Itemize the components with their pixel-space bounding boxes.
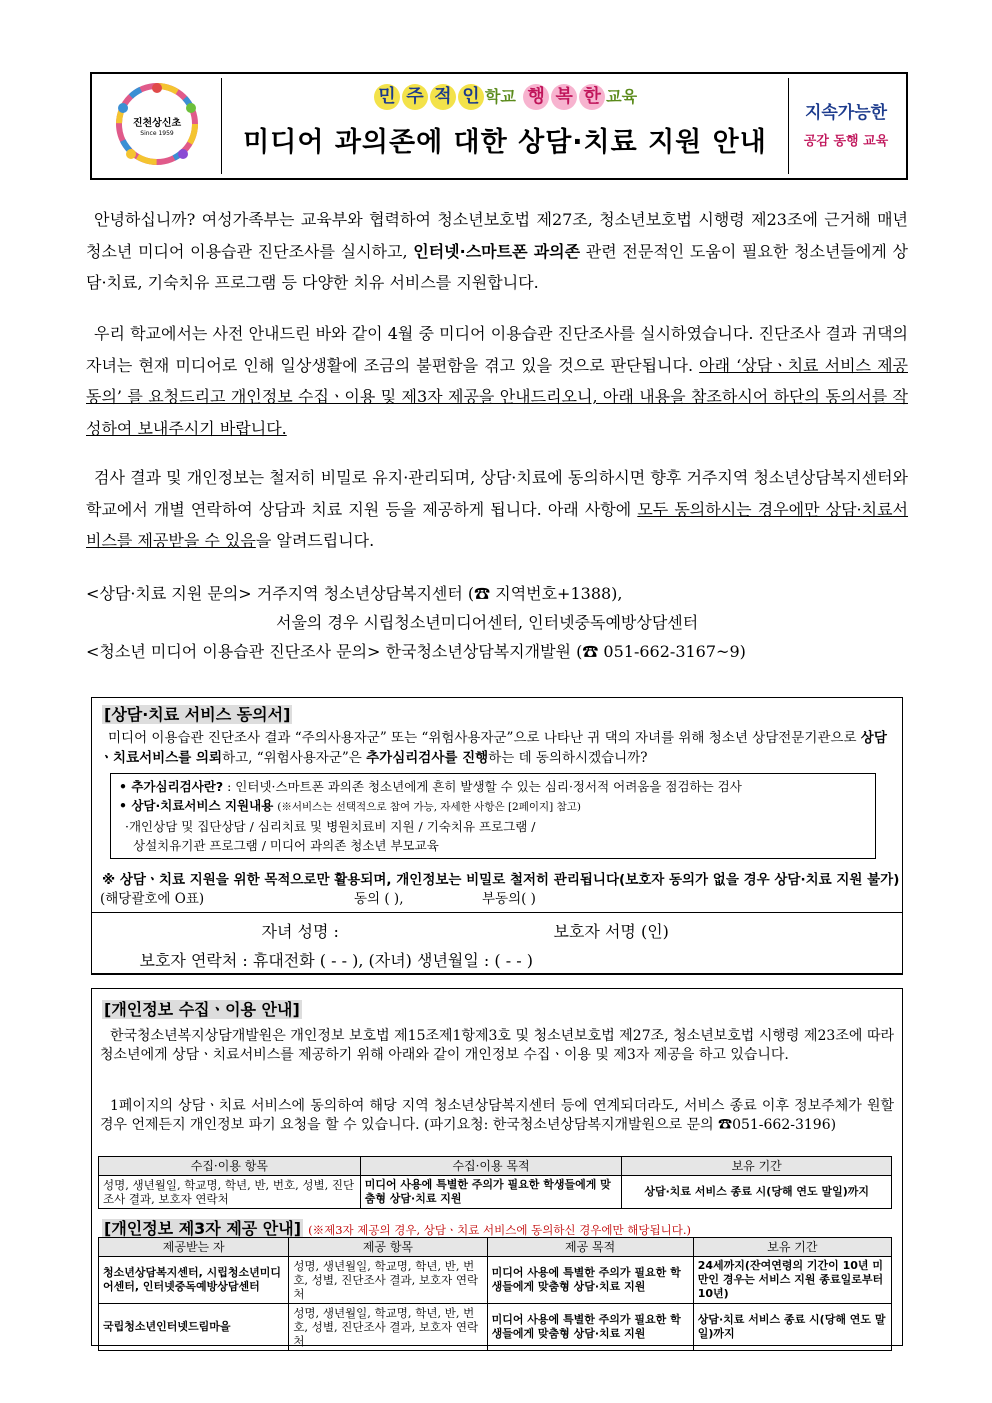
slogan: [222, 84, 788, 110]
table-header: 제공받는 자: [99, 1238, 289, 1257]
intro-paragraph-1: [86, 204, 908, 299]
consent-bold: 추가심리검사를 진행: [366, 750, 489, 766]
slogan-char: 행: [523, 84, 549, 110]
table-cell: 미디어 사용에 특별한 주의가 필요한 학생들에게 맞춤형 상담·치료 지원: [487, 1257, 693, 1304]
slogan-char: 복: [551, 84, 577, 110]
intro-text: 우리 학교에서는 사전 안내드린 바와 같이 4월 중 미디어 이용습관 진단조사를 실시하였습니다. 진단조사 결과 귀댁의 자녀는 현재 미디어로 인해 일상생활에 조금의 불편함을 겪고 있을 것으로 판단됩니다.: [86, 324, 908, 375]
third-party-heading: [102, 1216, 691, 1239]
student-name-field[interactable]: 자녀 성명 :: [261, 922, 339, 941]
table-header: 보유 기간: [693, 1238, 891, 1257]
intro-text: 을 알려드립니다.: [255, 531, 375, 550]
right-logo-line2: 공감 동행 교육: [803, 134, 889, 149]
page-title: 미디어 과의존에 대한 상담·치료 지원 안내: [243, 127, 767, 158]
document-header: [90, 72, 908, 180]
slogan-char: 민: [374, 84, 400, 110]
third-party-note: (※제3자 제공의 경우, 상담ㆍ치료 서비스에 동의하신 경우에만 해당됩니다.): [308, 1223, 691, 1237]
intro-bold: 인터넷·스마트폰 과의존: [413, 241, 581, 261]
school-seal-name: 진천상신초: [132, 118, 182, 129]
table-cell: 국립청소년인터넷드림마을: [99, 1304, 289, 1351]
disagree-option[interactable]: 부동의( ): [482, 891, 536, 907]
intro-text: 관련 전문적인 도움이 필요한 청소년들에게 상담·치료, 기숙치유 프로그램 등 다양한 치유 서비스를 지원합니다.: [86, 241, 908, 292]
consent-text: 미디어 이용습관 진단조사 결과 “주의사용자군” 또는 “위험사용자군”으로 나타난 귀 댁의 자녀를 위해 청소년 상담전문기관으로: [108, 730, 857, 746]
contact-line-1: <상담·치료 지원 문의> 거주지역 청소년상담복지센터 (☎ 지역번호+1388),: [86, 584, 623, 603]
table-cell: 상담·치료 서비스 종료 시(당해 연도 말일)까지: [622, 1176, 892, 1209]
privacy-text-2: 1페이지의 상담ㆍ치료 서비스에 동의하여 해당 지역 청소년상담복지센터 등에 연계되더라도, 서비스 종료 이후 정보주체가 원할 경우 언제든지 개인정보 파기 요청을 할 수 있습니다. (파기요청: 한국청소년상담복지개발원으로 문의 ☎051-662-3196): [100, 1098, 894, 1133]
consent-bold: 상담ㆍ치료서비스를 의뢰: [100, 730, 887, 766]
slogan-char: 인: [458, 84, 484, 110]
intro-text: 안녕하십니까? 여성가족부는 교육부와 협력하여 청소년보호법 제27조, 청소년보호법 시행령 제23조에 근거해 매년 청소년 미디어 이용습관 진단조사를 실시하고,: [86, 210, 908, 261]
table-cell: 성명, 생년월일, 학교명, 학년, 반, 번호, 성별, 진단조사 결과, 보호자 연락처: [289, 1257, 487, 1304]
consent-question: [100, 728, 896, 768]
bullet-text: ·개인상담 및 집단상담 / 심리치료 및 병원치료비 지원 / 기숙치유 프로그램 /: [125, 819, 536, 834]
intro-paragraph-3: [86, 462, 908, 557]
contact-line-3: <청소년 미디어 이용습관 진단조사 문의> 한국청소년상담복지개발원 (☎ 051-662-3167~9): [86, 642, 746, 661]
table-header: 보유 기간: [622, 1157, 892, 1176]
third-party-heading-text: [개인정보 제3자 제공 안내]: [104, 1219, 302, 1238]
guardian-contact-field[interactable]: 보호자 연락처 : 휴대전화 ( - - ), (자녀) 생년월일 : ( - - ): [139, 951, 533, 970]
table-cell: 24세까지(잔여연령의 기간이 10년 미만인 경우는 서비스 지원 종료일로부터 10년): [693, 1257, 891, 1304]
slogan-end: 교육: [606, 87, 638, 106]
right-logo: [788, 78, 906, 174]
right-logo-line1: 지속가능한: [804, 103, 888, 123]
table-cell: 성명, 생년월일, 학교명, 학년, 반, 번호, 성별, 진단조사 결과, 보호자 연락처: [289, 1304, 487, 1351]
intro-paragraph-2: [86, 318, 908, 444]
consent-details: [110, 773, 876, 859]
consent-notice: ※ 상담ㆍ치료 지원을 위한 목적으로만 활용되며, 개인정보는 비밀로 철저히 관리됩니다(보호자 동의가 없을 경우 상담·치료 지원 불가): [102, 872, 900, 888]
consent-heading: [102, 702, 292, 725]
collection-table: [98, 1156, 892, 1209]
guardian-signature-field[interactable]: 보호자 서명 (인): [553, 922, 669, 941]
consent-form: [91, 697, 903, 975]
table-header: 제공 목적: [487, 1238, 693, 1257]
bullet-text: : 인터넷·스마트폰 과의존 청소년에게 흔히 발생할 수 있는 심리·정서적 어려움을 점검하는 검사: [227, 779, 742, 794]
title-area: [222, 74, 788, 178]
consent-text: 하는 데 동의하시겠습니까?: [488, 750, 648, 766]
table-header-row: [99, 1157, 892, 1176]
bullet-title: • 추가심리검사란?: [119, 779, 224, 794]
privacy-heading-text: [개인정보 수집ㆍ이용 안내]: [104, 1000, 300, 1019]
third-party-table: [98, 1237, 892, 1351]
table-cell: 청소년상담복지센터, 시립청소년미디어센터, 인터넷중독예방상담센터: [99, 1257, 289, 1304]
intro-text: 검사 결과 및 개인정보는 철저히 비밀로 유지·관리되며, 상담·치료에 동의하시면 향후 거주지역 청소년상담복지센터와 학교에서 개별 연락하여 상담과 치료 지원 등을 제공하게 됩니다. 아래 사항에: [86, 468, 908, 519]
privacy-text-1: 한국청소년복지상담개발원은 개인정보 보호법 제15조제1항제3호 및 청소년보호법 제27조, 청소년보호법 시행령 제23조에 따라 청소년에게 상담ㆍ치료서비스를 제공하기 위해 아래와 같이 개인정보 수집ㆍ이용 및 제3자 제공을 하고 있습니다.: [100, 1028, 894, 1063]
bullet-text: (※서비스는 선택적으로 참여 가능, 자세한 사항은 [2페이지] 참고): [277, 801, 581, 813]
table-row: [99, 1257, 892, 1304]
mark-instruction: (해당괄호에 O표): [100, 891, 205, 907]
consent-text: 하고, “위험사용자군”은: [222, 750, 362, 766]
slogan-char: 한: [579, 84, 605, 110]
intro-underlined: 아래 ‘상담ㆍ치료 서비스 제공 동의’ 를 요청드리고 개인정보 수집ㆍ이용 및 제3자 제공을 안내드리오니, 아래 내용을 참조하시어 하단의 동의서를 작성하여 보내주시기 바랍니다.: [86, 355, 908, 438]
table-cell: 상담·치료 서비스 종료 시(당해 연도 말일)까지: [693, 1304, 891, 1351]
slogan-mid: 학교: [484, 87, 516, 106]
slogan-char: 적: [430, 84, 456, 110]
contact-line-2: 서울의 경우 시립청소년미디어센터, 인터넷중독예방상담센터: [276, 613, 699, 632]
table-row: [99, 1176, 892, 1209]
table-cell: 미디어 사용에 특별한 주의가 필요한 학생들에게 맞춤형 상담·치료 지원: [487, 1304, 693, 1351]
privacy-heading: [102, 997, 302, 1020]
table-header: 제공 항목: [289, 1238, 487, 1257]
consent-heading-text: [상담·치료 서비스 동의서]: [104, 705, 291, 724]
table-header-row: [99, 1238, 892, 1257]
school-seal: [96, 78, 222, 174]
table-cell: 미디어 사용에 특별한 주의가 필요한 학생들에게 맞춤형 상담·치료 지원: [360, 1176, 622, 1209]
bullet-text: 상설치유기관 프로그램 / 미디어 과의존 청소년 부모교육: [133, 838, 439, 853]
privacy-notice: [91, 988, 903, 1346]
agree-option[interactable]: 동의 ( ),: [354, 891, 404, 907]
table-row: [99, 1304, 892, 1351]
intro-underlined: 모두 동의하시는 경우에만 상담·치료서비스를 제공받을 수 있음: [86, 499, 909, 550]
slogan-char: 주: [402, 84, 428, 110]
table-cell: 성명, 생년월일, 학교명, 학년, 반, 번호, 성별, 진단조사 결과, 보호자 연락처: [99, 1176, 361, 1209]
school-seal-since: Since 1959: [140, 130, 174, 137]
table-header: 수집·이용 목적: [360, 1157, 622, 1176]
signature-area: [91, 912, 903, 974]
table-header: 수집·이용 항목: [99, 1157, 361, 1176]
bullet-title: • 상담·치료서비스 지원내용: [119, 798, 274, 813]
